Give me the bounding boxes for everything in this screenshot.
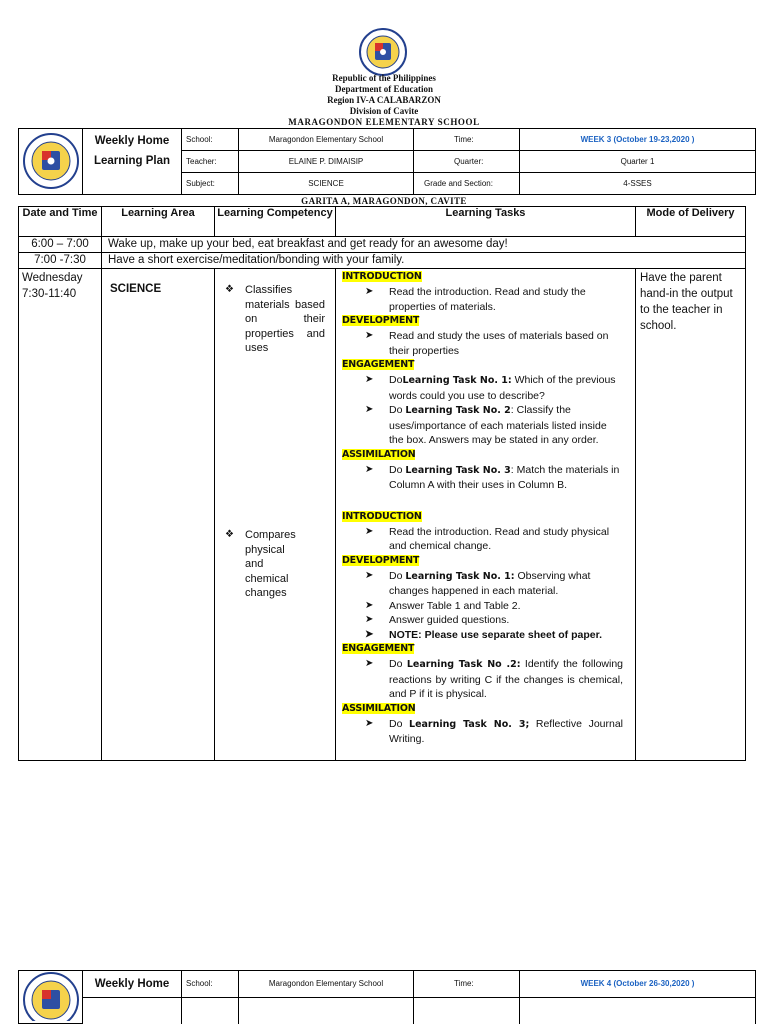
day-label: Wednesday bbox=[22, 272, 83, 284]
s1-assim-task: ➤ Do Learning Task No. 3: Match the materials in Column A with their uses in Column B. bbox=[336, 463, 623, 493]
row1-activity: Wake up, make up your bed, eat breakfast and get ready for an awesome day! bbox=[102, 237, 746, 253]
teacher-label: Teacher: bbox=[182, 151, 239, 173]
deped-logo-cell-2 bbox=[19, 971, 83, 1024]
plan-info-table-week4 bbox=[18, 970, 756, 1024]
grade-value: 4-SSES bbox=[520, 173, 756, 195]
s2-assim-task: ➤ Do Learning Task No. 3; Reflective Journal Writing. bbox=[336, 717, 623, 747]
s1-dev-task: ➤ Read and study the uses of materials based on their properties bbox=[336, 329, 623, 358]
school-value: Maragondon Elementary School bbox=[239, 129, 414, 151]
grade-label: Grade and Section: bbox=[414, 173, 520, 195]
quarter-value: Quarter 1 bbox=[520, 151, 756, 173]
s2-dev-note: ➤ NOTE: Please use separate sheet of paper. bbox=[336, 628, 623, 643]
s2-eng-task: ➤ Do Learning Task No .2: Identify the following reactions by writing C if the changes is chemical, and P if it is physical. bbox=[336, 657, 623, 702]
s2-dev-task3: ➤ Answer guided questions. bbox=[336, 613, 623, 628]
mode-of-delivery: Have the parent hand-in the output to the teacher in school. bbox=[636, 269, 746, 761]
s2-assimilation: ASSIMILATION bbox=[342, 702, 416, 714]
subject-label: Subject: bbox=[182, 173, 239, 195]
s2-dev-task2: ➤ Answer Table 1 and Table 2. bbox=[336, 599, 623, 614]
s1-intro-task: ➤ Read the introduction. Read and study the properties of materials. bbox=[336, 285, 623, 314]
row1-time: 6:00 – 7:00 bbox=[19, 237, 102, 253]
school-label: School: bbox=[182, 129, 239, 151]
letterhead-department: Department of Education bbox=[335, 84, 433, 94]
s1-engagement: ENGAGEMENT bbox=[342, 359, 415, 370]
letterhead-region: Region IV-A CALABARZON bbox=[327, 95, 441, 105]
plan-title-line2: Learning Plan bbox=[93, 154, 171, 167]
s1-eng-task2: ➤ Do Learning Task No. 2: Classify the uses/importance of each materials listed inside the box. Answers may be stated in any order. bbox=[336, 403, 623, 448]
plan-title bbox=[83, 129, 182, 173]
header-learning-area: Learning Area bbox=[102, 207, 215, 237]
header-learning-tasks: Learning Tasks bbox=[336, 207, 636, 237]
s2-intro-task: ➤ Read the introduction. Read and study physical and chemical change. bbox=[336, 525, 623, 554]
header-competency: Learning Competency bbox=[215, 207, 336, 237]
time-label-2: Time: bbox=[414, 971, 520, 998]
learning-tasks-cell bbox=[336, 269, 636, 761]
plan-title-line1: Weekly Home bbox=[94, 134, 170, 147]
s2-dev-task1: ➤ Do Learning Task No. 1: Observing what changes happened in each material. bbox=[336, 569, 623, 599]
s2-engagement: ENGAGEMENT bbox=[342, 643, 415, 654]
plan-title-2: Weekly Home bbox=[83, 971, 182, 998]
letterhead-division: Division of Cavite bbox=[349, 106, 419, 116]
time-value-2: WEEK 4 (October 26-30,2020 ) bbox=[520, 971, 756, 998]
quarter-label: Quarter: bbox=[414, 151, 520, 173]
school-label-2: School: bbox=[182, 971, 239, 998]
letterhead-school: MARAGONDON ELEMENTARY SCHOOL bbox=[288, 117, 480, 127]
day-time: 7:30-11:40 bbox=[22, 288, 77, 300]
deped-seal-top bbox=[358, 28, 408, 76]
day-time-cell bbox=[19, 269, 102, 761]
row2-activity: Have a short exercise/meditation/bonding with your family. bbox=[102, 253, 746, 269]
diamond-bullet-icon: ❖ bbox=[225, 529, 234, 540]
deped-logo-cell bbox=[19, 129, 83, 195]
time-value: WEEK 3 (October 19-23,2020 ) bbox=[520, 129, 756, 151]
school-value-2: Maragondon Elementary School bbox=[239, 971, 414, 998]
s1-development: DEVELOPMENT bbox=[342, 315, 420, 326]
s1-assimilation: ASSIMILATION bbox=[342, 448, 416, 460]
deped-logo bbox=[22, 132, 80, 190]
letterhead-republic: Republic of the Philippines bbox=[332, 73, 436, 83]
letterhead-address: GARITA A, MARAGONDON, CAVITE bbox=[301, 196, 467, 206]
subject-value: SCIENCE bbox=[239, 173, 414, 195]
plan-info-table bbox=[18, 128, 756, 195]
deped-logo bbox=[22, 971, 80, 1021]
row2-time: 7:00 -7:30 bbox=[19, 253, 102, 269]
plan-title-spacer bbox=[83, 173, 182, 195]
learning-plan-table bbox=[18, 206, 746, 761]
competency-2: ❖ Compares physical and chemical changes bbox=[225, 529, 296, 600]
s2-development: DEVELOPMENT bbox=[342, 554, 420, 566]
time-label: Time: bbox=[414, 129, 520, 151]
competency-cell bbox=[215, 269, 336, 761]
s2-introduction: INTRODUCTION bbox=[342, 510, 422, 522]
diamond-bullet-icon: ❖ bbox=[225, 284, 234, 295]
competency-1: ❖ Classifies materials based on their properties and uses bbox=[225, 284, 325, 355]
s1-eng-task1: ➤ DoLearning Task No. 1: Which of the previous words could you use to describe? bbox=[336, 373, 623, 403]
s1-introduction: INTRODUCTION bbox=[342, 271, 422, 282]
header-date-time: Date and Time bbox=[19, 207, 102, 237]
header-mode-delivery: Mode of Delivery bbox=[636, 207, 746, 237]
teacher-value: ELAINE P. DIMAISIP bbox=[239, 151, 414, 173]
learning-area: SCIENCE bbox=[102, 269, 215, 761]
